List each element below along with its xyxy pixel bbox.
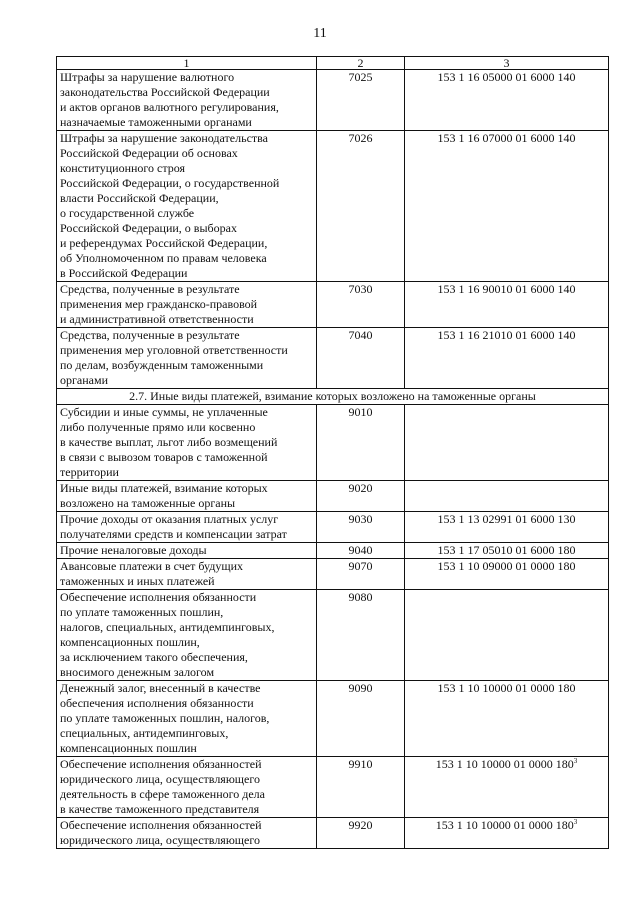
table-row xyxy=(57,282,609,328)
row-kbk xyxy=(405,757,609,818)
row-kbk-value: 153 1 10 10000 01 0000 180 xyxy=(435,757,574,771)
row-code: 7026 xyxy=(317,131,405,282)
row-kbk xyxy=(405,818,609,849)
table-row xyxy=(57,70,609,131)
row-code: 9010 xyxy=(317,405,405,481)
page-number: 11 xyxy=(313,26,327,41)
row-code: 9070 xyxy=(317,559,405,590)
row-code: 9910 xyxy=(317,757,405,818)
header-col-1: 1 xyxy=(57,57,317,70)
row-description: Штрафы за нарушение законодательства Российской Федерации об основах конституционного строя Российской Федерации, о государственной власти Российской Федерации, о государственной службе Российской Федерации, о выборах и референдумах Российской Федерации, об Уполномоченном по правам человека в Российской Федерации xyxy=(57,131,317,282)
row-description: Средства, полученные в результате применения мер уголовной ответственности по делам, возбужденным таможенными органами xyxy=(57,328,317,389)
section-title: 2.7. Иные виды платежей, взимание которых возложено на таможенные органы xyxy=(57,389,609,405)
row-code: 9040 xyxy=(317,543,405,559)
section-row xyxy=(57,389,609,405)
table-row xyxy=(57,512,609,543)
table-row xyxy=(57,559,609,590)
row-description: Обеспечение исполнения обязанностей юридического лица, осуществляющего деятельность в сфере таможенного дела в качестве таможенного представителя xyxy=(57,757,317,818)
row-kbk xyxy=(405,405,609,481)
row-kbk-value: 153 1 10 10000 01 0000 180 xyxy=(435,818,574,832)
header-col-2: 2 xyxy=(317,57,405,70)
table-row xyxy=(57,590,609,681)
row-kbk xyxy=(405,590,609,681)
row-description: Штрафы за нарушение валютного законодательства Российской Федерации и актов органов валютного регулирования, назначаемые таможенными органами xyxy=(57,70,317,131)
table-row xyxy=(57,681,609,757)
row-code: 9030 xyxy=(317,512,405,543)
row-code: 7040 xyxy=(317,328,405,389)
row-kbk: 153 1 16 05000 01 6000 140 xyxy=(405,70,609,131)
table-row xyxy=(57,405,609,481)
row-description: Обеспечение исполнения обязанностей юридического лица, осуществляющего xyxy=(57,818,317,849)
row-code: 9090 xyxy=(317,681,405,757)
row-description: Субсидии и иные суммы, не уплаченные либо полученные прямо или косвенно в качестве выплат, льгот либо возмещений в связи с вывозом товаров с таможенной территории xyxy=(57,405,317,481)
row-description: Денежный залог, внесенный в качестве обеспечения исполнения обязанности по уплате таможенных пошлин, налогов, специальных, антидемпинговых, компенсационных пошлин xyxy=(57,681,317,757)
row-kbk: 153 1 17 05010 01 6000 180 xyxy=(405,543,609,559)
header-col-3: 3 xyxy=(405,57,609,70)
row-kbk: 153 1 16 21010 01 6000 140 xyxy=(405,328,609,389)
row-description: Средства, полученные в результате применения мер гражданско-правовой и административной ответственности xyxy=(57,282,317,328)
footnote-marker: 3 xyxy=(573,818,578,826)
row-code: 9020 xyxy=(317,481,405,512)
row-kbk xyxy=(405,481,609,512)
row-code: 7025 xyxy=(317,70,405,131)
table-row xyxy=(57,481,609,512)
row-kbk: 153 1 16 07000 01 6000 140 xyxy=(405,131,609,282)
row-description: Иные виды платежей, взимание которых возложено на таможенные органы xyxy=(57,481,317,512)
row-kbk: 153 1 10 09000 01 0000 180 xyxy=(405,559,609,590)
row-code: 9920 xyxy=(317,818,405,849)
table-row xyxy=(57,543,609,559)
row-code: 9080 xyxy=(317,590,405,681)
row-code: 7030 xyxy=(317,282,405,328)
row-kbk: 153 1 16 90010 01 6000 140 xyxy=(405,282,609,328)
row-description: Обеспечение исполнения обязанности по уплате таможенных пошлин, налогов, специальных, антидемпинговых, компенсационных пошлин, за исключением такого обеспечения, вносимого денежным залогом xyxy=(57,590,317,681)
header-row xyxy=(57,57,609,70)
row-description: Авансовые платежи в счет будущих таможенных и иных платежей xyxy=(57,559,317,590)
footnote-marker: 3 xyxy=(573,757,578,765)
row-kbk: 153 1 13 02991 01 6000 130 xyxy=(405,512,609,543)
row-description: Прочие неналоговые доходы xyxy=(57,543,317,559)
codes-table xyxy=(56,56,609,849)
row-kbk: 153 1 10 10000 01 0000 180 xyxy=(405,681,609,757)
table-row xyxy=(57,328,609,389)
table-row xyxy=(57,131,609,282)
table-row xyxy=(57,757,609,818)
row-description: Прочие доходы от оказания платных услуг получателями средств и компенсации затрат xyxy=(57,512,317,543)
table-row xyxy=(57,818,609,849)
